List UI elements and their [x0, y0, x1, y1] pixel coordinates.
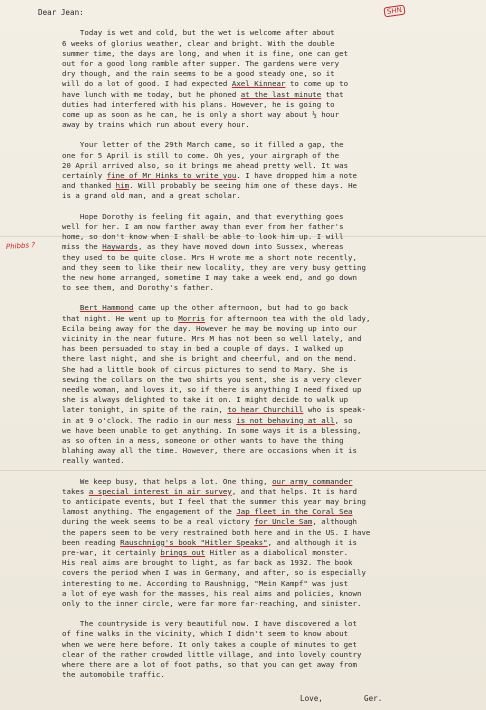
- letter-line: She had a little book of circus pictures to send to Mary. She is: [62, 364, 349, 374]
- letter-line: when we were here before. It only takes a couple of minutes to get: [62, 639, 357, 649]
- letter-line: well for her. I am now farther away than ever from her father's: [62, 221, 344, 231]
- letter-line: to anticipate events, but I feel that the summer this year may bring: [62, 497, 366, 506]
- letter-line: during the week seems to be a real victory for Uncle Sam, although: [62, 517, 358, 527]
- paragraph-gap: [62, 680, 472, 690]
- letter-line: really wanted.: [62, 456, 125, 466]
- red-underline-mark: him: [115, 181, 130, 191]
- letter-line: as so often in a mess, someone or other wants to have the thing: [62, 435, 344, 445]
- paragraph-gap: [62, 293, 472, 303]
- red-underline-mark: Jap fleet in the Coral Sea: [236, 507, 353, 517]
- letter-line: certainly fine of Mr Hinks to write you. I have dropped him a note: [62, 171, 358, 180]
- letter-line: out for a good long ramble after supper. The gardens were very: [62, 58, 340, 68]
- letter-line: takes a special interest in air survey, and that helps. It is hard: [62, 486, 358, 496]
- letter-line: the new home arranged, sometime I may take a week end, and go down: [62, 272, 357, 282]
- red-underline-mark: Axel Kinnear: [231, 79, 286, 89]
- letter-line: and thanked him. Will probably be seeing him one of these days. He: [62, 181, 358, 191]
- red-underline-mark: is not behaving at all: [236, 415, 335, 425]
- paragraph-gap: [62, 18, 472, 28]
- letter-line: she is always delighted to take it on. I might decide to walk up: [62, 395, 349, 405]
- letter-line: covers the period when I was in Germany, and after, so is especially: [62, 568, 366, 578]
- sign-off: [300, 694, 382, 703]
- red-underline-mark: a special interest in air survey: [88, 486, 232, 496]
- letter-body: [62, 8, 472, 691]
- letter-line: blahing away all the time. However, there are occasions when it is: [62, 446, 357, 456]
- handwritten-margin-note: Phibbs ?: [5, 240, 36, 252]
- letter-line: needle woman, and loves it, so if there is anything I need fixed up: [62, 384, 362, 394]
- red-underline-mark: Haywards: [102, 242, 138, 252]
- letter-line: interesting to me. According to Raushnigg, "Mein Kampf" was just: [62, 578, 349, 588]
- salutation: Dear Jean:: [38, 8, 84, 17]
- letter-line: His real aims are brought to light, as far back as 1932. The book: [62, 558, 353, 568]
- letter-line: to see them, and Dorothy's father.: [62, 283, 214, 293]
- letter-line: Bert Hammond came up the other afternoon, but had to go back: [79, 303, 349, 313]
- handwritten-stamp: SHN: [383, 5, 405, 18]
- red-underline-mark: Morris: [178, 313, 206, 323]
- letter-line: duties had interfered with his plans. However, he is going to: [62, 99, 335, 109]
- paragraph-gap: [62, 609, 472, 619]
- paragraph-gap: [62, 130, 472, 140]
- letter-line: and they seem to like their new locality, they are very busy getting: [62, 262, 366, 272]
- letter-line: Hope Dorothy is feeling fit again, and that everything goes: [62, 211, 344, 221]
- letter-line: come up as soon as he can, he is only a short way about ½ hour: [62, 109, 340, 119]
- letter-line: the automobile traffic.: [62, 670, 165, 680]
- letter-line: the papers seem to be very restrained both here and in the US. I have: [62, 527, 371, 537]
- letter-line: later tonight, in spite of the rain, to hear Churchill who is speak-: [62, 405, 366, 415]
- letter-line: pre-war, it certainly brings out Hitler as a diabolical monster.: [62, 547, 349, 557]
- letter-line: in at 9 o'clock. The radio in our mess is not behaving at all, so: [62, 415, 353, 425]
- letter-line: vicinity in the near future. Mrs M has not been so well lately, and: [62, 334, 362, 343]
- letter-line: The countryside is very beautiful now. I have discovered a lot: [62, 619, 357, 629]
- letter-line: of fine walks in the vicinity, which I didn't seem to know about: [62, 629, 349, 639]
- letter-line: away by trains which run about every hour.: [62, 120, 250, 130]
- letter-line: home, so don't know when I shall be able to look him up. I will: [62, 232, 344, 242]
- letter-line: Your letter of the 29th March came, so it filled a gap, the: [62, 140, 344, 150]
- letter-line: is a grand old man, and a great scholar.: [62, 191, 241, 201]
- red-underline-mark: at the last minute: [240, 89, 322, 99]
- paragraph-gap: [62, 466, 472, 476]
- paragraph-gap: [62, 8, 472, 18]
- letter-line: they used to be quite close. Mrs H wrote me a short note recently,: [62, 252, 357, 262]
- red-underline-mark: Bert Hammond: [79, 303, 134, 313]
- closing: Love,: [300, 694, 323, 703]
- red-underline-mark: Rauschnigg's book "Hitler Speaks": [120, 537, 268, 547]
- letter-line: sewing the collars on the two shirts you sent, she is a very clever: [62, 374, 362, 384]
- red-underline-mark: to hear Churchill: [227, 405, 304, 415]
- letter-line: Ecila being away for the day. However he may be moving up into our: [62, 323, 357, 333]
- letter-line: we have been unable to get anything. In some ways it is a blessing,: [62, 425, 362, 435]
- letter-line: where there are a lot of foot paths, so that you can get away from: [62, 660, 357, 669]
- letter-line: there last night, and she is bright and cheerful, and on the mend.: [62, 354, 357, 364]
- letter-line: only to the inner circle, were far more far-reaching, and sinister.: [62, 598, 362, 608]
- letter-line: miss the Haywards, as they have moved down into Sussex, whereas: [62, 242, 344, 252]
- letter-line: will do a lot of good. I had expected Axel Kinnear to come up to: [62, 79, 349, 89]
- letter-line: dry though, and the rain seems to be a good steady one, so it: [62, 69, 335, 79]
- paragraph-gap: [62, 202, 472, 212]
- letter-line: 20 April arrived also, so it brings me ahead pretty well. It was: [62, 160, 349, 170]
- red-underline-mark: our army commander: [272, 476, 353, 486]
- letter-line: one for 5 April is still to come. Oh yes, your airgraph of the: [62, 150, 340, 160]
- letter-line: that night. He went up to Morris for afternoon tea with the old lady,: [62, 313, 371, 323]
- letter-line: has been persuaded to stay in bed a couple of days. I walked up: [62, 344, 344, 354]
- letter-line: Today is wet and cold, but the wet is welcome after about: [62, 28, 335, 38]
- letter-line: have lunch with me today, but he phoned at the last minute that: [62, 89, 344, 99]
- letter-line: clear of the rather crowded little village, and into lovely country: [62, 649, 362, 659]
- letter-line: lamost anything. The engagement of the Jap fleet in the Coral Sea: [62, 507, 353, 517]
- red-underline-mark: for Uncle Sam: [254, 517, 313, 527]
- red-underline-mark: brings out: [160, 547, 206, 557]
- letter-line: a lot of eye wash for the masses, his real aims and policies, known: [62, 588, 362, 598]
- letter-line: been reading Rauschnigg's book "Hitler Speaks", and although it is: [62, 537, 357, 547]
- signature: Ger.: [364, 694, 383, 703]
- letter-line: 6 weeks of glorius weather, clear and bright. With the double: [62, 38, 335, 48]
- letter-line: We keep busy, that helps a lot. One thing, our army commander: [62, 476, 353, 486]
- letter-line: summer time, the days are long, and when it is fine, one can get: [62, 48, 349, 58]
- red-underline-mark: fine of Mr Hinks to write you: [106, 171, 237, 180]
